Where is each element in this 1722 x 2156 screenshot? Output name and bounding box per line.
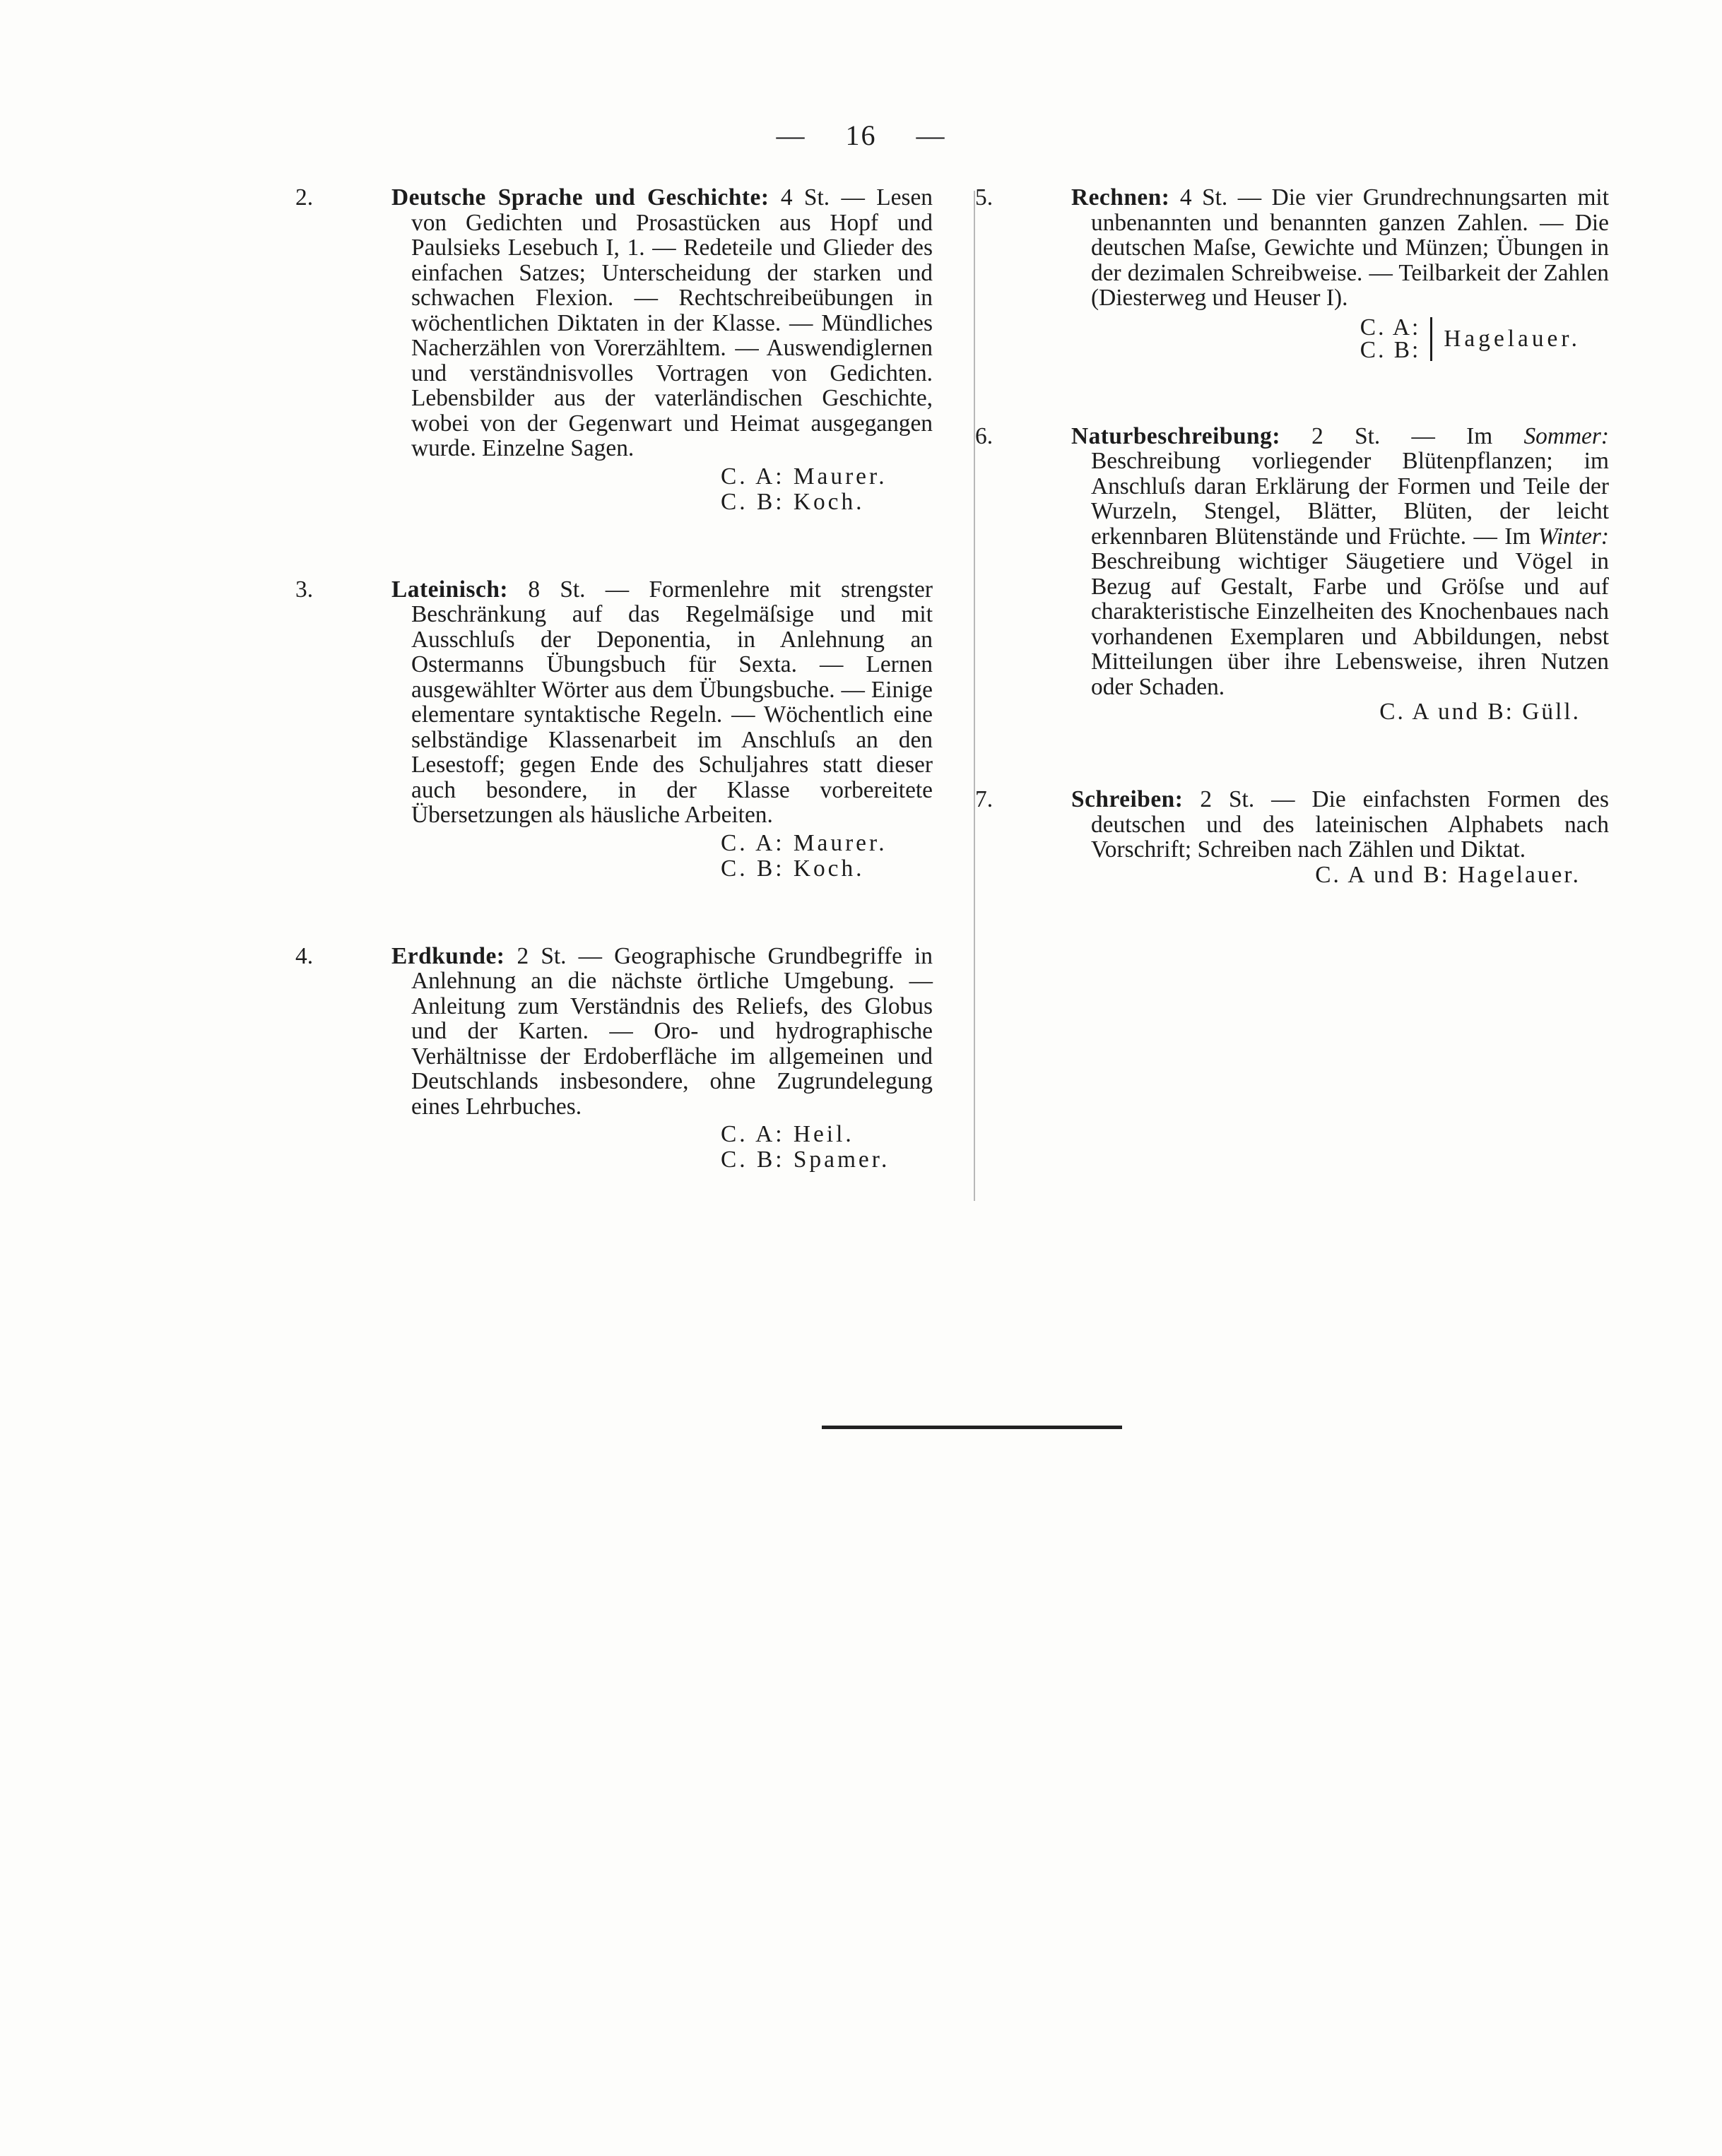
section-heading: Naturbeschreibung: xyxy=(1071,422,1280,449)
section-italic-sommer: Sommer: xyxy=(1523,422,1609,449)
section-deutsche-sprache xyxy=(295,184,933,515)
teacher-line: C. B: Spamer. xyxy=(721,1147,890,1173)
section-heading: Schreiben: xyxy=(1071,786,1184,812)
teacher-line: C. B: Koch. xyxy=(721,488,865,515)
section-text xyxy=(295,184,933,461)
section-lateinisch xyxy=(295,576,933,882)
section-body-c: Beschreibung wichtiger Säugetiere und Vögel in Bezug auf Gestalt, Farbe und Gröſse und auf charakteristische Einzelheiten des Knochenbaues nach vorhandenen Exemplaren und Abbildungen, nebst Mitteilungen über ihre Lebensweise, ihren Nutzen oder Schaden. xyxy=(1091,548,1609,700)
section-number: 6. xyxy=(975,422,993,449)
section-heading: Deutsche Sprache und Geschichte: xyxy=(391,184,769,211)
page-number xyxy=(0,119,1722,152)
section-number: 2. xyxy=(295,184,314,211)
section-number: 3. xyxy=(295,576,314,603)
section-number: 7. xyxy=(975,786,993,812)
teacher-line: C. A und B: Güll. xyxy=(1379,699,1581,725)
class-label: C. B: xyxy=(1360,336,1421,363)
section-erdkunde xyxy=(295,942,933,1173)
teacher-list xyxy=(353,464,933,515)
page-number-value: 16 xyxy=(845,119,877,151)
section-body: 2 St. — Geographische Grundbegriffe in Anlehnung an die nächste örtliche Umgebung. — Anleitung zum Verständnis des Reliefs, des Globus und der Karten. — Oro- und hydrographische Verhältnisse der Erdoberfläche im allgemeinen und Deutschlands insbesondere, ohne Zugrundelegung eines Lehrbuches. xyxy=(411,942,933,1120)
section-naturbeschreibung xyxy=(975,422,1609,725)
section-rechnen xyxy=(975,184,1609,363)
teacher-list xyxy=(353,1122,933,1173)
section-body: 2 St. — Die einfachsten Formen des deutschen und des lateinischen Alphabets nach Vorschrift; Schreiben nach Zählen und Diktat. xyxy=(1091,786,1609,863)
section-text xyxy=(975,184,1609,311)
teacher-line: C. A: Heil. xyxy=(721,1121,854,1147)
brace-labels xyxy=(1360,316,1421,362)
teacher-line: C. A: Maurer. xyxy=(721,463,887,490)
teacher-line: C. B: Koch. xyxy=(721,855,865,882)
page-number-dash-left: — xyxy=(776,119,806,151)
teacher-line: C. A und B: Hagelauer. xyxy=(1315,861,1581,888)
section-body: 8 St. — Formenlehre mit strengster Beschränkung auf das Regelmäſsige und mit Ausschluſs der Deponentia, in Anlehnung an Ostermanns Übungsbuch für Sexta. — Lernen ausgewählter Wörter aus dem Übungsbuche. — Einige elementare syntaktische Regeln. — Wöchentlich eine selbständige Klassenarbeit im Anschluſs an den Lesestoff; gegen Ende des Schuljahres statt dieser auch besondere, in der Klasse vorbereitete Übersetzungen als häusliche Arbeiten. xyxy=(411,576,933,828)
end-rule xyxy=(822,1426,1122,1429)
section-text xyxy=(295,942,933,1120)
teacher-list xyxy=(353,831,933,882)
section-schreiben xyxy=(975,786,1609,888)
section-text xyxy=(295,576,933,828)
section-heading: Lateinisch: xyxy=(391,576,509,603)
page-number-dash-right: — xyxy=(916,119,946,151)
section-body: 4 St. — Lesen von Gedichten und Prosastücken aus Hopf und Paulsieks Lesebuch I, 1. — Redeteile und Glieder des einfachen Satzes; Unterscheidung der starken und schwachen Flexion. — Rechtschreibeübungen in wöchentlichen Diktaten in der Klasse. — Mündliches Nacherzählen von Vorerzähltem. — Auswendiglernen und verständnisvolles Vortragen von Gedichten. Lebensbilder aus der vaterländischen Geschichte, wobei von der Gegenwart und Heimat ausgegangen wurde. Einzelne Sagen. xyxy=(411,184,933,461)
left-column xyxy=(295,184,933,1235)
section-text xyxy=(975,786,1609,863)
section-heading: Erdkunde: xyxy=(391,942,505,969)
teacher-brace-group xyxy=(1033,316,1609,362)
section-body-b: Beschreibung vorliegender Blütenpflanzen; im Anschluſs daran Erklärung der Formen und Teile der Wurzeln, Stengel, Blätter, Blüten, der leicht erkennbaren Blütenstände und Früchte. — Im xyxy=(1091,448,1609,550)
right-column xyxy=(975,184,1609,950)
section-number: 5. xyxy=(975,184,993,211)
class-label: C. A: xyxy=(1360,314,1421,340)
teacher-line: C. A: Maurer. xyxy=(721,829,887,856)
brace-bracket xyxy=(1426,317,1432,361)
column-divider xyxy=(974,191,975,1201)
section-heading: Rechnen: xyxy=(1071,184,1170,211)
section-body: 4 St. — Die vier Grundrechnungsarten mit unbenannten und benannten ganzen Zahlen. — Die deutschen Maſse, Gewichte und Münzen; Übungen in der dezimalen Schreibweise. — Teilbarkeit der Zahlen (Diesterweg und Heuser I). xyxy=(1091,184,1609,311)
teacher-name: Hagelauer. xyxy=(1444,325,1581,352)
section-text xyxy=(975,422,1609,700)
section-body-a: 2 St. — Im xyxy=(1311,422,1493,449)
section-italic-winter: Winter: xyxy=(1538,523,1609,550)
section-number: 4. xyxy=(295,942,314,969)
